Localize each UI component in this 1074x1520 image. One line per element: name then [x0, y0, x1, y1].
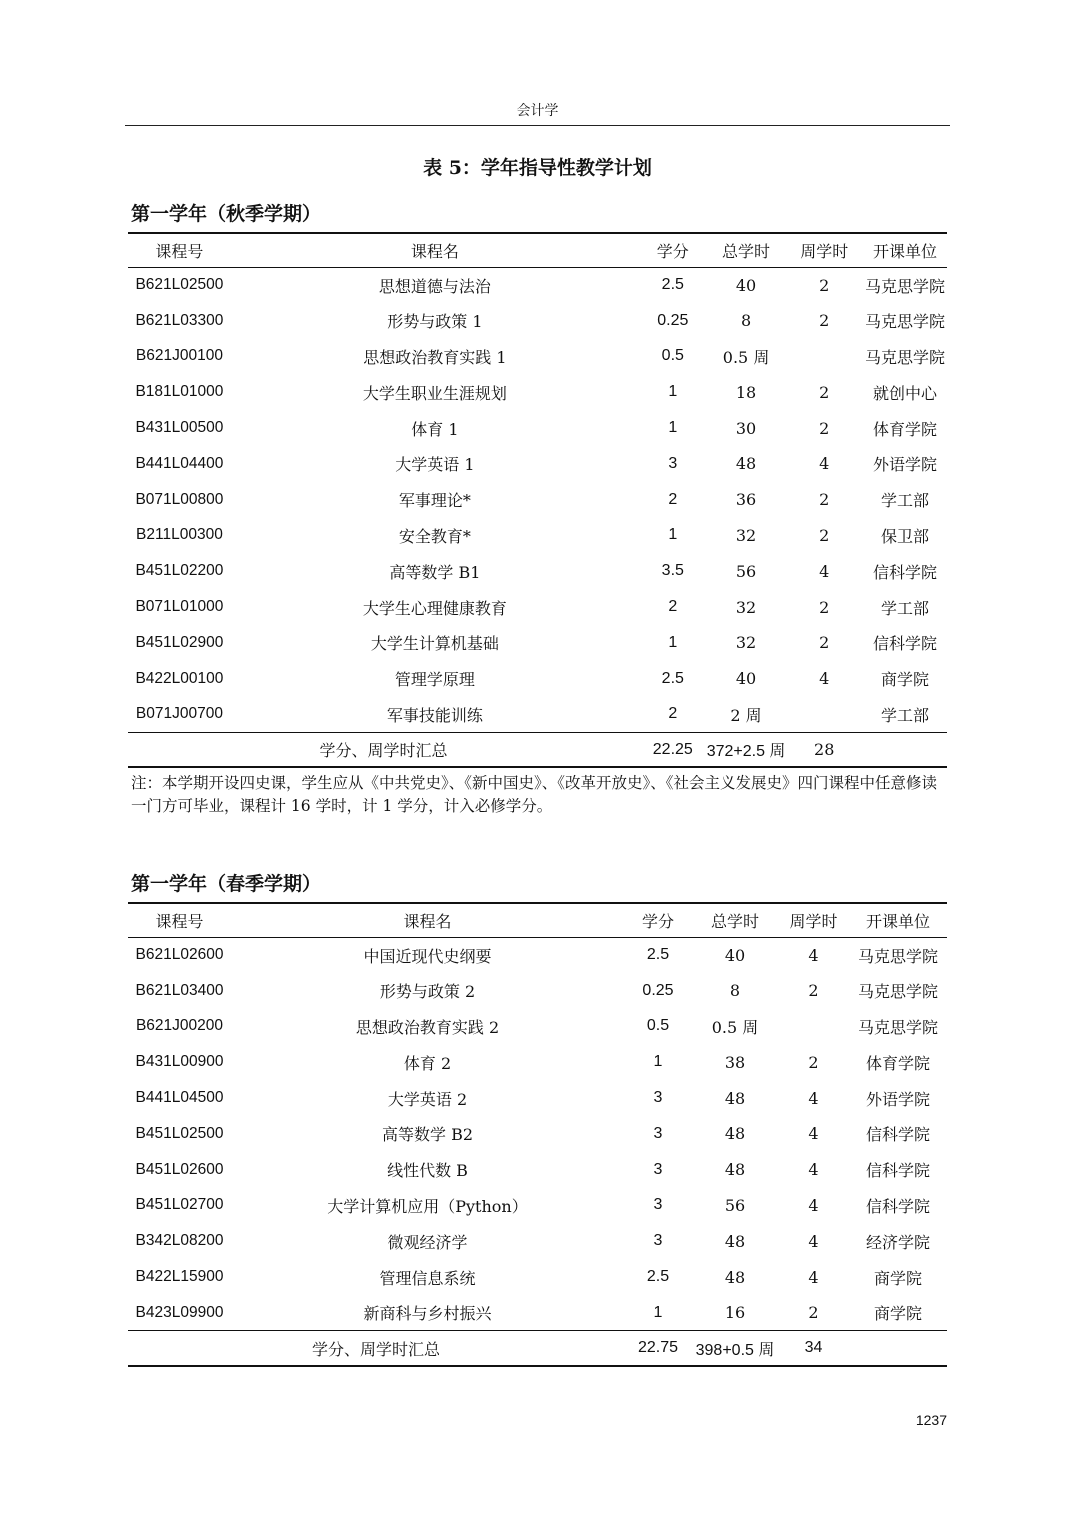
total-weekly: 34: [804, 1339, 823, 1357]
total-label: 学分、周学时汇总: [319, 741, 448, 761]
course-name: 体育 2: [403, 1053, 452, 1073]
course-credit: 2: [668, 490, 678, 508]
course-total-hours: 40: [735, 669, 757, 689]
course-weekly-hours: 4: [808, 1124, 819, 1144]
header-course-code: 课程号: [155, 241, 204, 261]
course-name: 大学生计算机基础: [370, 634, 499, 654]
total-credit: 22.25: [652, 740, 693, 758]
course-weekly-hours: 4: [808, 1160, 819, 1180]
header-course-code: 课程号: [155, 911, 204, 931]
total-hours: 372+2.5 周: [706, 743, 786, 761]
page-number: 1237: [915, 1412, 947, 1428]
header-credit: 学分: [656, 241, 689, 261]
course-credit: 2.5: [646, 946, 670, 964]
course-total-hours: 30: [735, 418, 757, 438]
course-department: 信科学院: [872, 562, 937, 582]
course-total-hours: 48: [724, 1124, 746, 1144]
course-total-hours: 38: [724, 1052, 746, 1072]
course-weekly-hours: 4: [819, 669, 830, 689]
course-code: B451L02200: [135, 562, 224, 580]
total-weekly: 28: [814, 740, 835, 760]
course-name: 安全教育*: [398, 526, 471, 546]
table-row: [128, 1295, 947, 1331]
header-course-name: 课程名: [403, 911, 452, 931]
course-code: B071J00700: [135, 705, 223, 723]
course-name: 大学生职业生涯规划: [362, 383, 507, 403]
course-department: 马克思学院: [864, 347, 945, 367]
table-row: [128, 410, 947, 446]
table-row: [128, 482, 947, 518]
spring-course-table: [128, 902, 947, 1367]
course-total-hours: 40: [724, 945, 746, 965]
table-header-row: [128, 903, 947, 937]
course-credit: 0.25: [657, 311, 689, 329]
course-department: 商学院: [873, 1304, 922, 1324]
fall-course-table: [128, 232, 947, 768]
document-title: 表 5：学年指导性教学计划: [423, 157, 652, 179]
fall-total-row: [128, 732, 947, 767]
course-weekly-hours: 4: [819, 561, 830, 581]
course-department: 信科学院: [865, 1161, 930, 1181]
table-row: [128, 339, 947, 375]
course-credit: 1: [668, 383, 678, 401]
course-code: B431L00900: [135, 1053, 224, 1071]
course-weekly-hours: 2: [808, 1303, 819, 1323]
course-weekly-hours: 4: [819, 454, 830, 474]
course-total-hours: 48: [724, 1267, 746, 1287]
course-weekly-hours: 4: [808, 1088, 819, 1108]
course-name: 管理信息系统: [379, 1268, 476, 1288]
course-department: 马克思学院: [864, 276, 945, 296]
course-code: B422L15900: [135, 1268, 224, 1286]
course-total-hours: 32: [735, 597, 757, 617]
course-department: 体育学院: [872, 419, 937, 439]
course-credit: 2.5: [661, 276, 684, 294]
table-row: [128, 625, 947, 661]
table-row: [128, 1080, 947, 1116]
course-name: 思想政治教育实践 1: [363, 347, 507, 367]
course-total-hours: 32: [735, 633, 757, 653]
header-weekly-hours: 周学时: [789, 911, 838, 931]
course-name: 管理学原理: [394, 670, 475, 690]
course-department: 马克思学院: [864, 312, 945, 332]
table-row: [128, 374, 947, 410]
course-department: 信科学院: [872, 634, 937, 654]
header-total-hours: 总学时: [722, 241, 771, 261]
course-credit: 0.25: [642, 981, 674, 999]
table-row: [128, 661, 947, 697]
course-credit: 0.5: [646, 1017, 670, 1035]
table-row: [128, 553, 947, 589]
course-total-hours: 8: [729, 981, 741, 1001]
running-head: 会计学: [516, 103, 559, 119]
course-code: B423L09900: [135, 1303, 224, 1321]
course-total-hours: 2 周: [730, 705, 762, 725]
course-total-hours: 18: [735, 382, 757, 402]
course-weekly-hours: 2: [808, 1052, 819, 1072]
course-name: 思想道德与法治: [378, 276, 491, 296]
table-row: [128, 973, 947, 1009]
table-row: [128, 1044, 947, 1080]
course-total-hours: 48: [724, 1088, 746, 1108]
table-row: [128, 937, 947, 973]
course-total-hours: 40: [735, 275, 757, 295]
header-weekly-hours: 周学时: [800, 241, 849, 261]
course-code: B451L02700: [135, 1196, 224, 1214]
course-name: 大学生心理健康教育: [362, 598, 507, 618]
course-credit: 1: [653, 1303, 663, 1321]
course-weekly-hours: 4: [808, 1267, 819, 1287]
course-name: 体育 1: [411, 419, 459, 439]
header-department: 开课单位: [865, 911, 930, 931]
course-credit: 2.5: [661, 669, 684, 687]
header-credit: 学分: [641, 911, 674, 931]
table-row: [128, 1152, 947, 1188]
course-total-hours: 56: [724, 1195, 746, 1215]
course-weekly-hours: 2: [819, 418, 830, 438]
course-credit: 3: [668, 454, 678, 472]
header-total-hours: 总学时: [710, 911, 759, 931]
course-credit: 1: [653, 1053, 663, 1071]
course-total-hours: 16: [724, 1303, 746, 1323]
table-row: [128, 518, 947, 554]
course-total-hours: 56: [735, 561, 757, 581]
course-total-hours: 0.5 周: [711, 1017, 759, 1037]
course-weekly-hours: 2: [819, 275, 830, 295]
course-department: 商学院: [873, 1268, 922, 1288]
course-credit: 2: [668, 705, 678, 723]
course-weekly-hours: 2: [819, 597, 830, 617]
course-code: B422L00100: [135, 669, 224, 687]
table-row: [128, 446, 947, 482]
course-weekly-hours: 2: [819, 490, 830, 510]
table-row: [128, 1116, 947, 1152]
course-name: 高等数学 B1: [389, 562, 481, 582]
course-weekly-hours: 2: [819, 525, 830, 545]
course-department: 马克思学院: [857, 982, 938, 1002]
course-name: 大学英语 2: [387, 1089, 468, 1109]
spring-total-row: [128, 1331, 947, 1366]
table-row: [128, 589, 947, 625]
course-credit: 1: [668, 633, 678, 651]
course-total-hours: 0.5 周: [722, 347, 770, 367]
course-credit: 3: [653, 1124, 663, 1142]
total-unit-empty: [863, 732, 947, 767]
table-row: [128, 1259, 947, 1295]
total-unit-empty: [849, 1331, 947, 1366]
course-department: 就创中心: [872, 383, 937, 403]
course-total-hours: 32: [735, 525, 757, 545]
course-department: 学工部: [880, 491, 929, 511]
spring-semester-title: 第一学年（春季学期）: [131, 873, 322, 895]
course-name: 中国近现代史纲要: [363, 946, 492, 966]
course-name: 大学计算机应用（Python）: [327, 1196, 528, 1216]
course-name: 新商科与乡村振兴: [363, 1304, 492, 1324]
course-name: 形势与政策 1: [387, 312, 483, 332]
fall-footnote: 注：本学期开设四史课，学生应从《中共党史》、《新中国史》、《改革开放史》、《社会主义发展史》四门课程中任意修读一门方可毕业，课程计 16 学时，计 1 学分，计入必修学分。: [131, 774, 938, 815]
course-name: 军事技能训练: [386, 705, 483, 725]
course-department: 信科学院: [865, 1125, 930, 1145]
table-row: [128, 267, 947, 303]
course-department: 外语学院: [865, 1089, 930, 1109]
course-code: B441L04400: [135, 454, 224, 472]
course-code: B451L02500: [135, 1124, 224, 1142]
course-code: B071L01000: [135, 598, 224, 616]
course-weekly-hours: [785, 339, 863, 375]
course-weekly-hours: 2: [819, 382, 830, 402]
header-department: 开课单位: [872, 241, 937, 261]
course-credit: 1: [668, 526, 678, 544]
course-department: 体育学院: [865, 1053, 930, 1073]
course-total-hours: 48: [724, 1160, 746, 1180]
course-department: 信科学院: [865, 1196, 930, 1216]
header-rule: [125, 125, 950, 126]
table-row: [128, 1223, 947, 1259]
course-department: 学工部: [880, 705, 929, 725]
course-credit: 3: [653, 1196, 663, 1214]
course-weekly-hours: 2: [819, 311, 830, 331]
course-weekly-hours: [785, 697, 863, 733]
total-credit: 22.75: [637, 1339, 679, 1357]
course-department: 商学院: [880, 670, 929, 690]
course-name: 思想政治教育实践 2: [355, 1017, 500, 1037]
course-weekly-hours: 4: [808, 945, 819, 965]
course-code: B342L08200: [135, 1232, 224, 1250]
course-department: 保卫部: [880, 526, 929, 546]
course-credit: 3: [653, 1160, 663, 1178]
course-code: B181L01000: [135, 383, 224, 401]
course-code: B621J00100: [135, 347, 223, 365]
course-weekly-hours: 4: [808, 1195, 819, 1215]
total-label: 学分、周学时汇总: [311, 1339, 440, 1359]
course-code: B621L02600: [135, 946, 224, 964]
header-course-name: 课程名: [410, 241, 459, 261]
course-credit: 3: [653, 1089, 663, 1107]
course-total-hours: 48: [724, 1231, 746, 1251]
course-credit: 3: [653, 1232, 663, 1250]
course-weekly-hours: 4: [808, 1231, 819, 1251]
table-row: [128, 697, 947, 733]
course-name: 高等数学 B2: [381, 1125, 474, 1145]
course-code: B071L00800: [135, 490, 224, 508]
table-row: [128, 303, 947, 339]
course-department: 学工部: [880, 598, 929, 618]
course-total-hours: 8: [740, 311, 752, 331]
course-credit: 1: [668, 419, 678, 437]
course-name: 线性代数 B: [387, 1161, 468, 1181]
course-department: 外语学院: [872, 455, 937, 475]
course-code: B621L02500: [135, 276, 224, 294]
table-header-row: [128, 233, 947, 267]
table-row: [128, 1009, 947, 1045]
course-name: 微观经济学: [387, 1232, 468, 1252]
course-code: B621L03400: [135, 981, 224, 999]
course-weekly-hours: [778, 1009, 849, 1045]
course-name: 形势与政策 2: [379, 982, 476, 1002]
course-total-hours: 36: [735, 490, 757, 510]
table-row: [128, 1188, 947, 1224]
course-department: 马克思学院: [857, 946, 938, 966]
course-credit: 3.5: [661, 562, 684, 580]
course-credit: 0.5: [661, 347, 684, 365]
course-code: B431L00500: [135, 419, 224, 437]
course-department: 马克思学院: [857, 1017, 938, 1037]
course-code: B621J00200: [135, 1017, 224, 1035]
course-code: B441L04500: [135, 1089, 224, 1107]
course-name: 军事理论*: [398, 491, 471, 511]
course-name: 大学英语 1: [395, 455, 475, 475]
fall-semester-title: 第一学年（秋季学期）: [131, 203, 322, 225]
course-department: 经济学院: [865, 1232, 930, 1252]
total-hours: 398+0.5 周: [695, 1341, 775, 1359]
course-weekly-hours: 2: [808, 981, 819, 1001]
course-credit: 2: [668, 598, 678, 616]
course-code: B621L03300: [135, 311, 224, 329]
course-code: B211L00300: [136, 526, 223, 544]
course-credit: 2.5: [646, 1268, 670, 1286]
course-code: B451L02600: [135, 1160, 224, 1178]
course-code: B451L02900: [135, 633, 224, 651]
course-total-hours: 48: [735, 454, 757, 474]
course-weekly-hours: 2: [819, 633, 830, 653]
